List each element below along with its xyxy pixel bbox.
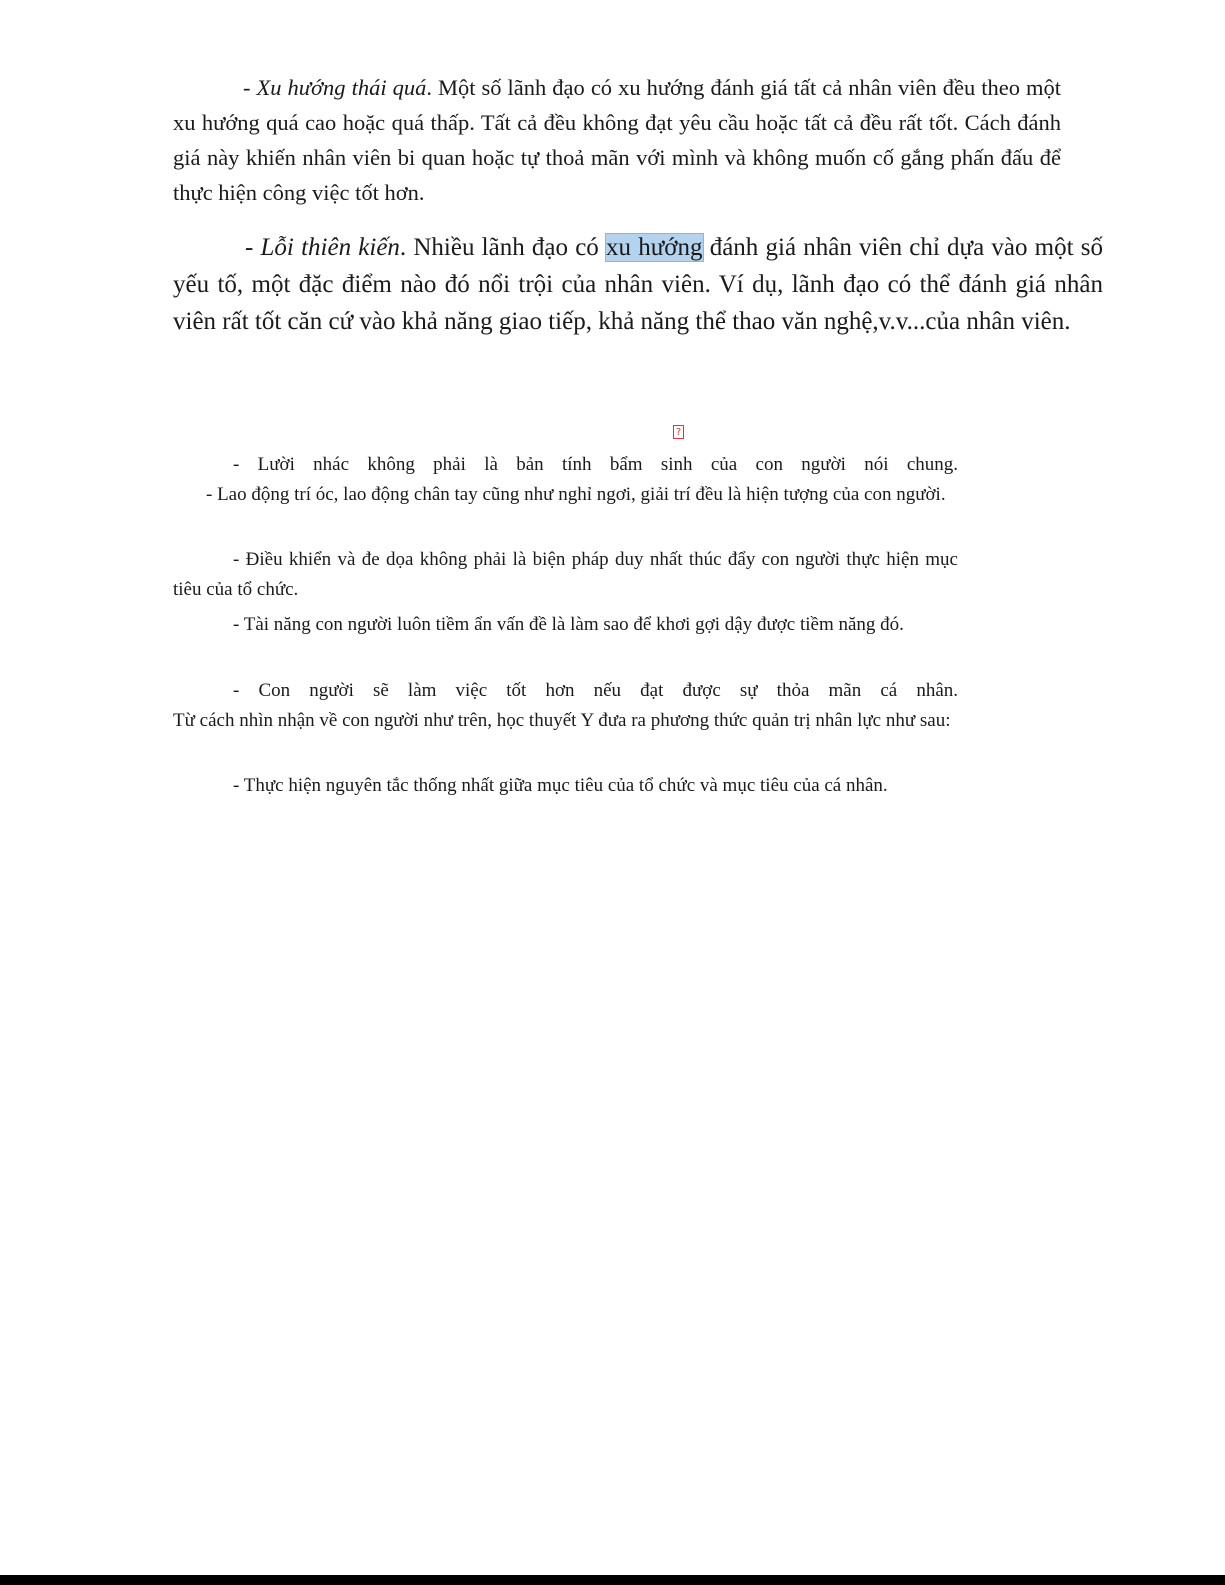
list-item: - Thực hiện nguyên tắc thống nhất giữa mục tiêu của tổ chức và mục tiêu của cá nhân. xyxy=(233,775,888,796)
paragraph-xu-huong-thai-qua xyxy=(173,70,1061,210)
list-item: Từ cách nhìn nhận về con người như trên, học thuyết Y đưa ra phương thức quản trị nhân lực như sau: xyxy=(173,710,951,731)
paragraph-body: . Một số lãnh đạo có xu hướng đánh giá tất cả nhân viên đều theo một xu hướng quá cao hoặc quá thấp. Tất cả đều không đạt yêu cầu hoặc tất cả đều rất tốt. Cách đánh giá này khiến nhân viên bi quan hoặc tự thoả mãn với mình và không muốn cố gắng phấn đấu để thực hiện công việc tốt hơn. xyxy=(173,75,1061,205)
paragraph-body: đánh giá nhân viên chỉ dựa vào một số yếu tố, một đặc điểm nào đó nổi trội của nhân viên. Ví dụ, lãnh đạo có thể đánh giá nhân viên rất tốt căn cứ vào khả năng giao tiếp, khả năng thể thao văn nghệ,v.v...của nhân viên. xyxy=(173,234,1103,335)
list-item: - Lười nhác không phải là bản tính bẩm sinh của con người nói chung. xyxy=(233,454,958,475)
paragraph-heading: Lỗi thiên kiến xyxy=(260,234,400,261)
list-item: - Lao động trí óc, lao động chân tay cũng như nghỉ ngơi, giải trí đều là hiện tượng của con người. xyxy=(206,484,946,505)
paragraph-body: . Nhiều lãnh đạo có xyxy=(399,234,607,261)
list-item-group xyxy=(173,676,958,736)
list-item: - Tài năng con người luôn tiềm ẩn vấn đề là làm sao để khơi gợi dậy được tiềm năng đó. xyxy=(233,614,904,635)
list-item: - Con người sẽ làm việc tốt hơn nếu đạt được sự thỏa mãn cá nhân. xyxy=(233,680,958,701)
paragraph-loi-thien-kien xyxy=(173,229,1103,340)
list-item: - Điều khiển và đe dọa không phải là biện pháp duy nhất thúc đẩy con người thực hiện mục tiêu của tổ chức. xyxy=(173,549,958,600)
paragraph-heading: Xu hướng thái quá xyxy=(256,75,427,100)
bullet-dash: - xyxy=(243,75,257,100)
bullet-dash: - xyxy=(245,234,261,261)
missing-glyph-icon: ? xyxy=(673,425,684,439)
text-selection-highlight[interactable]: xu hướng xyxy=(606,234,703,261)
page-bottom-border xyxy=(0,1575,1225,1585)
